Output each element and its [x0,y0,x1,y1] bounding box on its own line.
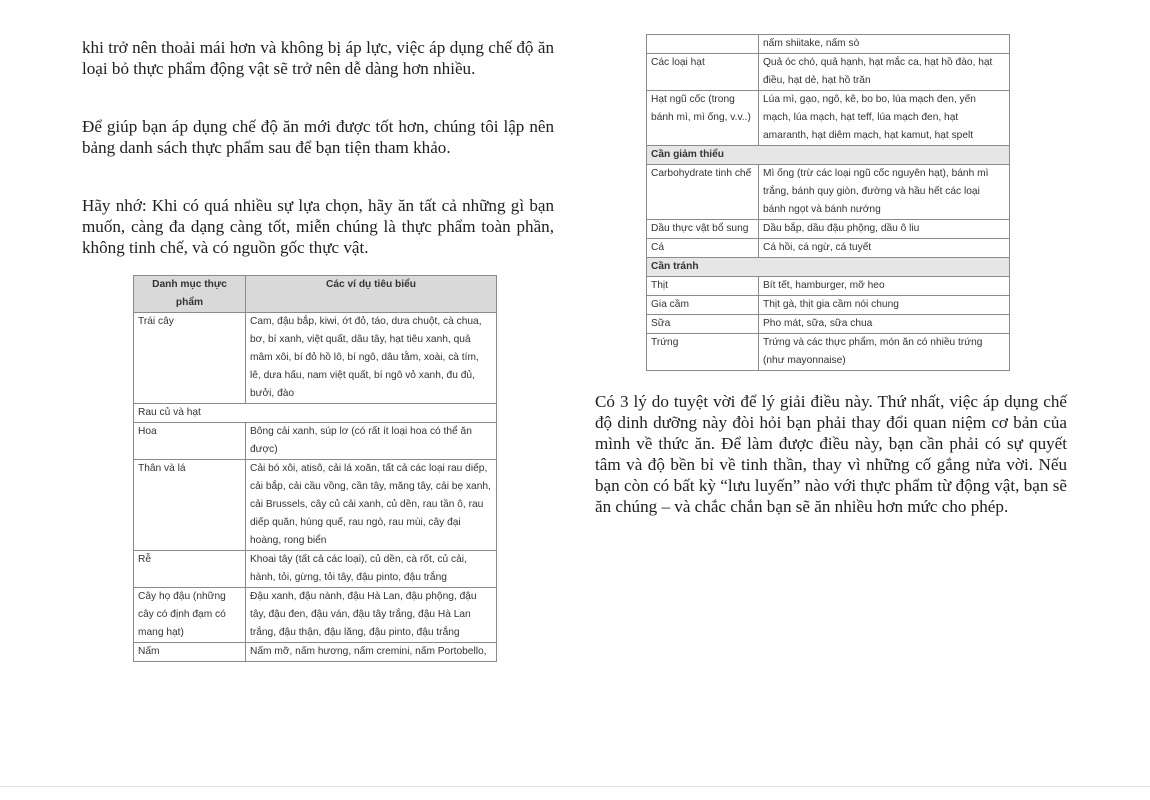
table-row [134,588,497,643]
table-header-row [134,276,497,313]
row-examples: Quả óc chó, quả hạnh, hạt mắc ca, hạt hồ đào, hạt điều, hạt dẻ, hạt hồ trăn [759,54,1010,91]
header-category: Danh mục thực phẩm [134,276,246,313]
row-category: Dầu thực vật bổ sung [647,220,759,239]
table-row [647,35,1010,54]
section-label: Cần giảm thiểu [647,146,1010,165]
row-examples: Trứng và các thực phẩm, món ăn có nhiều trứng (như mayonnaise) [759,334,1010,371]
table-row [647,220,1010,239]
table-row [647,334,1010,371]
row-category: Gia cầm [647,296,759,315]
row-category: Thân và lá [134,460,246,551]
row-category: Rễ [134,551,246,588]
row-examples: Cải bó xôi, atisô, cải lá xoăn, tất cả các loại rau diếp, cải bắp, cải cầu vồng, cần tây, măng tây, cải bẹ xanh, cải Brussels, cây củ cải xanh, củ dền, rau tần ô, rau diếp quăn, húng quế, rau ngò, rau mùi, cây đại hoàng, rong biển [246,460,497,551]
row-category [647,35,759,54]
left-paragraph-1: khi trở nên thoải mái hơn và không bị áp lực, việc áp dụng chế độ ăn loại bỏ thực phẩm động vật sẽ trở nên dễ dàng hơn nhiều. [82,38,554,78]
row-examples: Khoai tây (tất cả các loại), củ dền, cà rốt, củ cải, hành, tỏi, gừng, tỏi tây, đậu pinto, đậu trắng [246,551,497,588]
header-examples: Các ví dụ tiêu biểu [246,276,497,313]
row-category: Hoa [134,423,246,460]
row-examples: Cam, đậu bắp, kiwi, ớt đỏ, táo, dưa chuột, cà chua, bơ, bí xanh, việt quất, dâu tây, hạt tiêu xanh, quả mâm xôi, bí đỏ hồ lô, bí ngô, dâu tằm, xoài, cà tím, lê, dưa hấu, nam việt quất, bí ngô vỏ xanh, đu đủ, bưởi, đào [246,313,497,404]
row-category: Nấm [134,643,246,662]
food-table-left [133,275,497,662]
table-row [134,404,497,423]
page-bottom-edge [0,786,1150,787]
row-category: Cá [647,239,759,258]
table-row [134,460,497,551]
left-table-clip [133,275,497,657]
row-category: Hạt ngũ cốc (trong bánh mì, mì ống, v.v..) [647,91,759,146]
table-section-row [647,146,1010,165]
table-section-row [647,258,1010,277]
table-row [134,423,497,460]
row-examples: nấm shiitake, nấm sò [759,35,1010,54]
table-row [134,551,497,588]
right-table-clip [646,34,1010,368]
right-paragraph-1: Có 3 lý do tuyệt vời để lý giải điều này. Thứ nhất, việc áp dụng chế độ dinh dưỡng này đòi hỏi bạn phải thay đổi quan niệm cơ bản của mình về thức ăn. Để làm được điều này, bạn cần phải có sự quyết tâm và độ bền bỉ về tinh thần, thay vì những cố gắng nửa vời. Nếu bạn còn có bất kỳ “lưu luyến” nào với thực phẩm từ động vật, bạn sẽ ăn chúng – và chắc chắn bạn sẽ ăn nhiều hơn mức cho phép. [595,392,1067,516]
table-row [647,315,1010,334]
row-examples: Cá hồi, cá ngừ, cá tuyết [759,239,1010,258]
row-examples: Bít tết, hamburger, mỡ heo [759,277,1010,296]
row-examples: Pho mát, sữa, sữa chua [759,315,1010,334]
table-row [647,296,1010,315]
row-category: Thịt [647,277,759,296]
row-category: Trái cây [134,313,246,404]
table-row [134,313,497,404]
left-paragraph-3: Hãy nhớ: Khi có quá nhiều sự lựa chọn, hãy ăn tất cả những gì bạn muốn, càng đa dạng càng tốt, miễn chúng là thực phẩm toàn phần, không tinh chế, và có nguồn gốc thực vật. [82,196,554,257]
row-category: Rau củ và hạt [134,404,497,423]
row-category: Cây họ đậu (những cây có định đạm có mang hạt) [134,588,246,643]
food-table-right [646,34,1010,371]
row-examples: Đậu xanh, đậu nành, đậu Hà Lan, đậu phộng, đậu tây, đậu đen, đậu ván, đậu tây trắng, đậu Hà Lan trắng, đậu thận, đậu lăng, đậu pinto, đậu trắng [246,588,497,643]
row-category: Trứng [647,334,759,371]
row-category: Sữa [647,315,759,334]
left-paragraph-2: Để giúp bạn áp dụng chế độ ăn mới được tốt hơn, chúng tôi lập nên bảng danh sách thực phẩm sau để bạn tiện tham khảo. [82,117,554,157]
row-examples: Mì ống (trừ các loại ngũ cốc nguyên hạt), bánh mì trắng, bánh quy giòn, đường và hầu hết các loại bánh ngọt và bánh nướng [759,165,1010,220]
table-row [647,54,1010,91]
row-examples: Nấm mỡ, nấm hương, nấm cremini, nấm Portobello, [246,643,497,662]
table-row [647,239,1010,258]
table-row [647,277,1010,296]
row-examples: Thịt gà, thịt gia cầm nói chung [759,296,1010,315]
table-row [647,165,1010,220]
section-label: Cần tránh [647,258,1010,277]
row-examples: Lúa mì, gạo, ngô, kê, bo bo, lúa mạch đen, yến mạch, lúa mạch, hạt teff, lúa mạch đen, hạt amaranth, hạt diêm mạch, hạt kamut, hạt spelt [759,91,1010,146]
table-row [134,643,497,662]
table-row [647,91,1010,146]
row-category: Các loại hạt [647,54,759,91]
row-examples: Bông cải xanh, súp lơ (có rất ít loại hoa có thể ăn được) [246,423,497,460]
row-examples: Dầu bắp, dầu đậu phộng, dầu ô liu [759,220,1010,239]
row-category: Carbohydrate tinh chế [647,165,759,220]
